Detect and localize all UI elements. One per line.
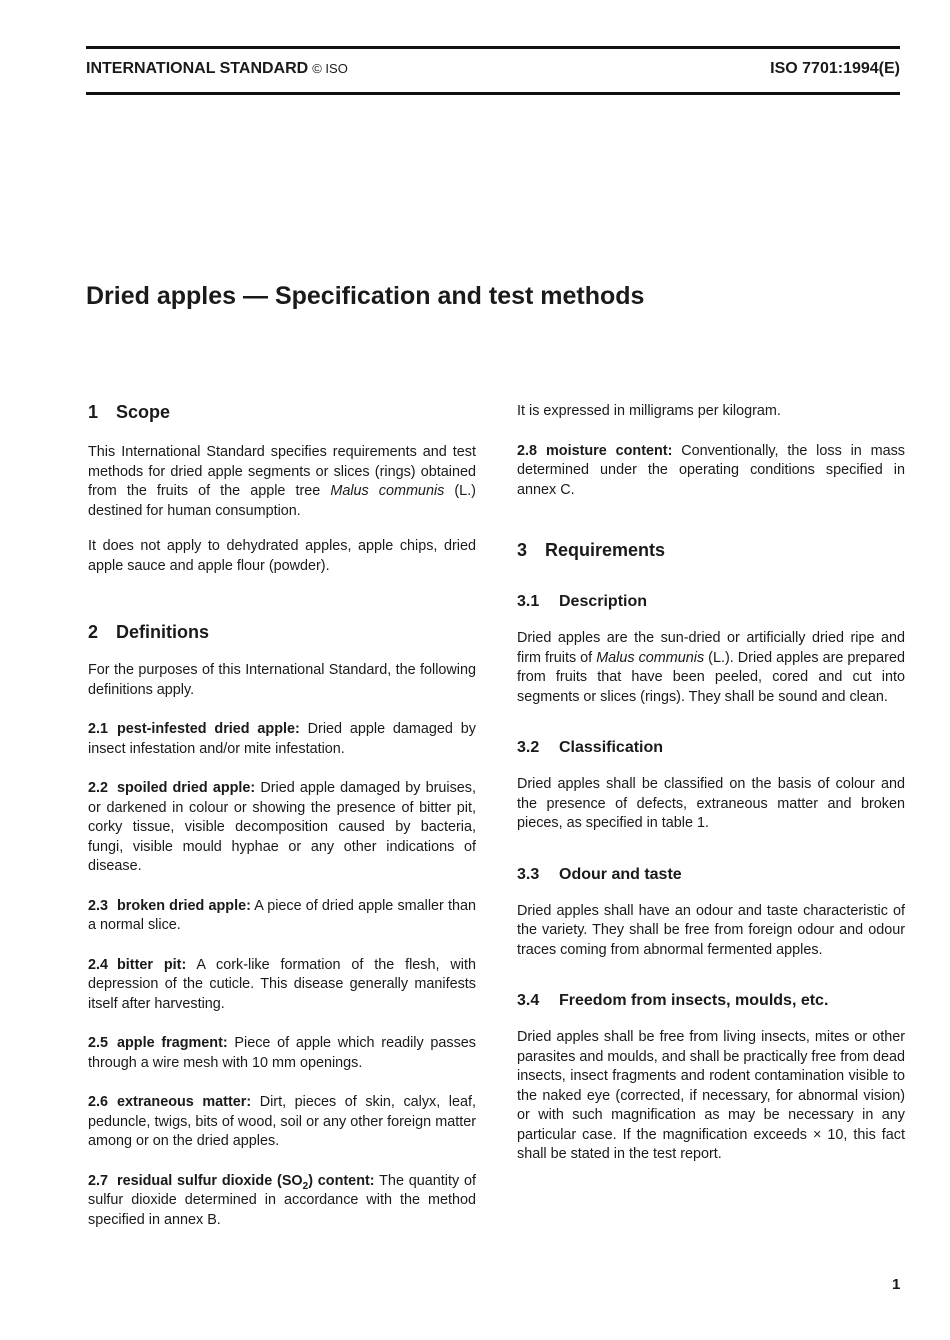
definition-2-4	[88, 956, 476, 1015]
definition-2-2	[88, 779, 476, 877]
definition-2-5	[88, 1034, 476, 1073]
definition-term: apple fragment:	[117, 1035, 228, 1051]
definition-term: pest-infested dried apple:	[117, 721, 300, 737]
odour-paragraph: Dried apples shall have an odour and taste characteristic of the variety. They shall be free from foreign odour and odour traces coming from abnormal fermented apples.	[517, 902, 905, 958]
subsection-3-1-heading	[517, 593, 905, 611]
definition-term: broken dried apple:	[117, 897, 251, 914]
definition-text: Conventionally, the loss in mass determined under the operating conditions specified in annex C.	[517, 442, 905, 498]
definitions-intro: For the purposes of this International Standard, the following definitions apply.	[88, 662, 476, 698]
section-3-heading	[517, 540, 905, 561]
section-1-heading	[88, 402, 476, 423]
header-copyright: © ISO	[312, 61, 348, 76]
section-number: 1	[88, 402, 99, 422]
definition-number: 2.8	[517, 442, 538, 459]
definition-term: moisture content:	[546, 442, 673, 459]
header-bottom-rule	[86, 92, 900, 95]
subsection-title: Classification	[559, 739, 664, 756]
freedom-paragraph: Dried apples shall be free from living insects, mites or other parasites and moulds, and shall be practically free from dead insects, insect fragments and rodent contamination visible to the naked eye (corrected, if necessary, for abnormal vision) or with such magnification as may be necessary in any particular case. If the magnification exceeds × 10, this fact shall be stated in the test report.	[517, 1029, 905, 1162]
definition-2-6	[88, 1093, 476, 1152]
term-text: residual sulfur dioxide (SO	[117, 1172, 303, 1189]
section-title: Definitions	[116, 622, 209, 642]
definition-text: The quantity of sulfur dioxide determined in accordance with the method specified in annex B.	[88, 1172, 477, 1228]
text: This International Standard specifies requirements and test methods for dried apple segments or slices (rings) obtained from the fruits of the apple tree	[88, 444, 476, 499]
term-subscript: 2	[302, 1180, 309, 1192]
section-title: Scope	[116, 402, 171, 422]
subsection-title: Freedom from insects, moulds, etc.	[559, 992, 829, 1009]
right-column	[517, 402, 905, 1165]
subsection-number: 3.4	[517, 992, 540, 1009]
classification-paragraph: Dried apples shall be classified on the basis of colour and the presence of defects, extraneous matter and broken pieces, as specified in table 1.	[517, 776, 905, 831]
definition-2-8	[517, 442, 905, 501]
definition-2-7	[88, 1172, 476, 1231]
definition-number: 2.6	[88, 1094, 109, 1110]
text: (L.) destined for human consumption.	[88, 483, 476, 519]
scope-paragraph-2: It does not apply to dehydrated apples, apple chips, dried apple sauce and apple flour (powder).	[88, 538, 476, 574]
header-standard-number: ISO 7701:1994(E)	[770, 60, 900, 77]
definition-2-7-continuation: It is expressed in milligrams per kilogram.	[517, 403, 781, 419]
definition-term	[117, 1172, 375, 1192]
subsection-number: 3.3	[517, 865, 540, 883]
text: Dried apples are the sun-dried or artificially dried ripe and firm fruits of	[517, 630, 905, 666]
section-title: Requirements	[545, 540, 666, 560]
subsection-title: Description	[559, 593, 648, 610]
definition-text: Dirt, pieces of skin, calyx, leaf, peduncle, twigs, bits of wood, soil or any other foreign matter among or on the dried apples.	[88, 1094, 477, 1149]
definition-number: 2.4	[88, 956, 109, 973]
subsection-3-2-heading	[517, 739, 905, 757]
section-2-heading	[88, 622, 476, 643]
description-paragraph	[517, 629, 905, 707]
species-name: Malus communis	[330, 483, 445, 499]
species-name: Malus communis	[596, 649, 705, 666]
definition-number: 2.7	[88, 1172, 109, 1189]
header-top-rule	[86, 46, 900, 49]
definition-2-3	[88, 897, 476, 936]
text: (L.). Dried apples are prepared from fruits that have been peeled, cored and cut into segments or slices (rings). They shall be sound and clean.	[517, 649, 905, 705]
definition-text: Dried apple damaged by bruises, or darkened in colour or showing the presence of bitter pit, corky tissue, visible decomposition caused by bacteria, fungi, visible mould hyphae or any other indications of disease.	[88, 780, 477, 874]
definition-text: A cork-like formation of the flesh, with depression of the cuticle. This disease generally manifests itself after harvesting.	[88, 956, 476, 1012]
definition-number: 2.2	[88, 780, 109, 796]
definition-number: 2.5	[88, 1035, 109, 1051]
definition-text: Piece of apple which readily passes through a wire mesh with 10 mm openings.	[88, 1035, 476, 1071]
section-number: 2	[88, 622, 99, 642]
definition-text: Dried apple damaged by insect infestation and/or mite infestation.	[88, 721, 476, 757]
definition-term: spoiled dried apple:	[117, 780, 256, 796]
subsection-title: Odour and taste	[559, 865, 682, 883]
definition-2-1	[88, 720, 476, 759]
definition-text: A piece of dried apple smaller than a normal slice.	[88, 897, 476, 933]
definition-number: 2.1	[88, 721, 109, 737]
subsection-3-3-heading	[517, 866, 905, 884]
subsection-number: 3.1	[517, 593, 540, 610]
term-text: ) content:	[308, 1172, 375, 1189]
definition-number: 2.3	[88, 897, 109, 914]
scope-paragraph-1	[88, 443, 476, 521]
definition-term: bitter pit:	[117, 956, 187, 973]
definition-term: extraneous matter:	[117, 1094, 252, 1110]
header-standard-label	[86, 60, 348, 78]
header-standard-type: INTERNATIONAL STANDARD	[86, 60, 309, 77]
subsection-number: 3.2	[517, 739, 540, 756]
subsection-3-4-heading	[517, 992, 905, 1010]
document-title: Dried apples — Specification and test methods	[86, 282, 645, 310]
left-column	[88, 402, 476, 1230]
section-number: 3	[517, 540, 528, 560]
page-number: 1	[892, 1276, 901, 1293]
